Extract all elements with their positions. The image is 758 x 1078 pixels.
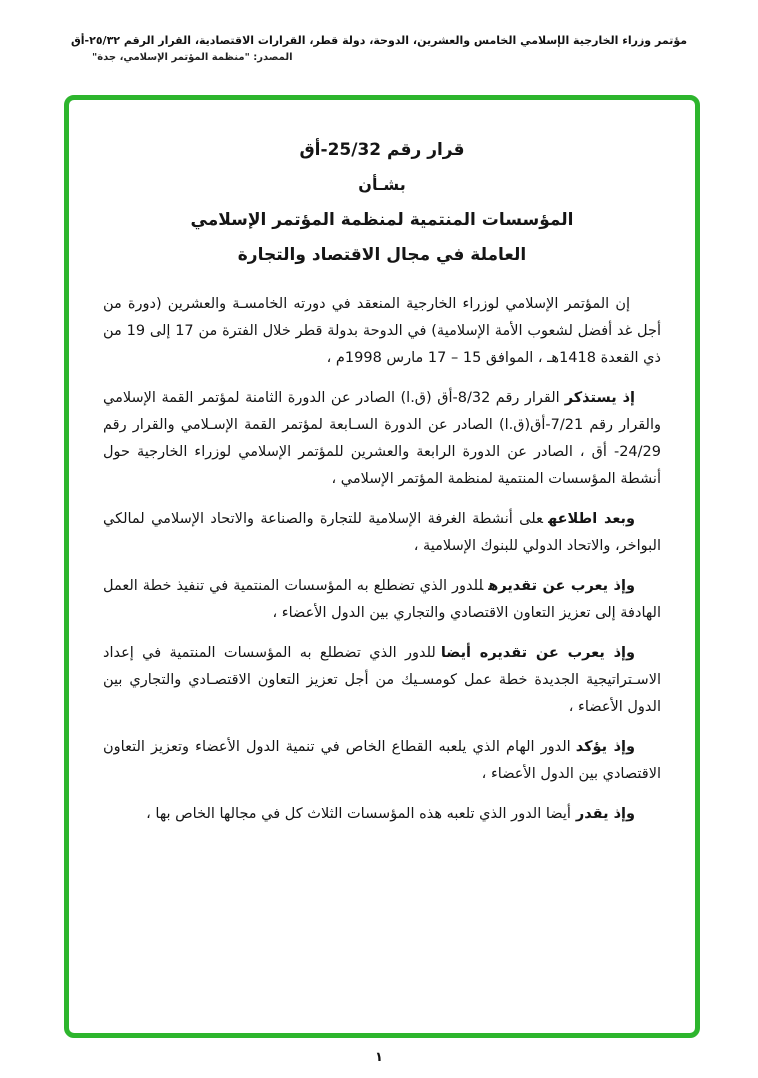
paragraph-text: القرار رقم 8/32-أق (ق.ا) الصادر عن الدورة الثامنة لمؤتمر القمة الإسلامي والقرار رقم 7/21-أق(ق.ا) الصادر عن الدورة السـابعة لمؤتمر القمة الإسـلامي والقرار رقم 24/29- أق ، الصادر عن الدورة الرابعة والعشرين للمؤتمر الإسلامي لوزراء الخارجية حول أنشطة المؤسسات المنتمية لمنظمة المؤتمر الإسلامي ، bbox=[103, 390, 661, 487]
source-header bbox=[0, 0, 758, 63]
paragraph-expressing-appreciation-also bbox=[103, 640, 661, 721]
paragraph-preamble bbox=[103, 291, 661, 372]
paragraph-lead: إذ يستذكر bbox=[564, 390, 636, 406]
resolution-subject-subtitle: العاملة في مجال الاقتصاد والتجارة bbox=[237, 245, 527, 265]
paragraph-text: إن المؤتمر الإسلامي لوزراء الخارجية المنعقد في دورته الخامسـة والعشرين (دورة من أجل غد أفضل لشعوب الأمة الإسلامية) في الدوحة بدولة قطر خلال الفترة من 17 إلى 19 من ذي القعدة 1418هـ ، الموافق 15 – 17 مارس 1998م ، bbox=[103, 296, 661, 366]
document-frame bbox=[64, 95, 700, 1038]
paragraph-lead: وبعد اطلاعه bbox=[548, 511, 635, 527]
source-header-line-1: مؤتمر وزراء الخارجية الإسلامي الخامس والعشرين، الدوحة، دولة قطر، القرارات الاقتصادية، القرار الرقم ٢٥/٣٢-أق bbox=[70, 34, 688, 47]
paragraph-text: على أنشطة الغرفة الإسلامية للتجارة والصناعة والاتحاد الإسلامي لمالكي البواخر، والاتحاد الدولي للبنوك الإسلامية ، bbox=[103, 511, 661, 554]
resolution-subject-title: المؤسسات المنتمية لمنظمة المؤتمر الإسلامي bbox=[190, 210, 574, 230]
resolution-body bbox=[103, 291, 661, 828]
paragraph-text: للدور الذي تضطلع به المؤسسات المنتمية في تنفيذ خطة العمل الهادفة إلى تعزيز التعاون الاقتصادي والتجاري بين الدول الأعضاء ، bbox=[103, 578, 661, 621]
paragraph-expressing-appreciation bbox=[103, 573, 661, 627]
paragraph-text: الدور الهام الذي يلعبه القطاع الخاص في تنمية الدول الأعضاء وتعزيز التعاون الاقتصادي بين الدول الأعضاء ، bbox=[103, 739, 661, 782]
paragraph-lead: وإذ يعرب عن تقديره أيضا bbox=[440, 645, 636, 661]
paragraph-affirming bbox=[103, 734, 661, 788]
resolution-number-title: قرار رقم 25/32-أق bbox=[299, 140, 465, 160]
paragraph-lead: وإذ يؤكد bbox=[575, 739, 635, 755]
paragraph-text: للدور الذي تضطلع به المؤسسات المنتمية في إعداد الاسـتراتيجية الجديدة خطة عمل كومسـيك من أجل تعزيز التعاون الاقتصـادي والتجاري بين الدول الأعضاء ، bbox=[103, 645, 661, 715]
paragraph-having-reviewed bbox=[103, 506, 661, 560]
resolution-title-block bbox=[103, 140, 661, 265]
page-number: ١ bbox=[375, 1050, 383, 1065]
paragraph-lead: وإذ يعرب عن تقديره bbox=[488, 578, 635, 594]
paragraph-text: أيضا الدور الذي تلعبه هذه المؤسسات الثلاث كل في مجالها الخاص بها ، bbox=[146, 806, 571, 822]
resolution-regarding-title: بشـأن bbox=[358, 175, 406, 194]
paragraph-appreciating bbox=[103, 801, 661, 828]
paragraph-lead: وإذ يقدر bbox=[575, 806, 635, 822]
source-header-line-2: المصدر: "منظمة المؤتمر الإسلامي، جدة" bbox=[92, 52, 293, 63]
paragraph-recalling bbox=[103, 385, 661, 493]
